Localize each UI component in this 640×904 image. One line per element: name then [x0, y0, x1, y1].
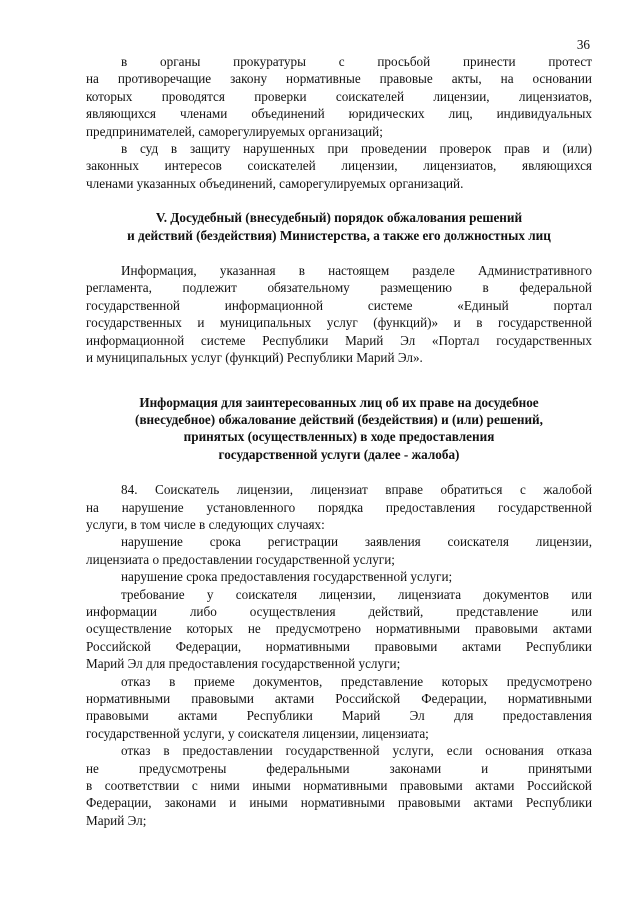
paragraph [86, 533, 592, 568]
paragraph-line: на противоречащие закону нормативные правовые акты, на основании [86, 71, 592, 87]
paragraph [86, 140, 592, 192]
paragraph [86, 481, 592, 533]
paragraph-line: 84. Соискатель лицензии, лицензиат вправе обратиться с жалобой [121, 482, 592, 498]
paragraph-line: информации либо осуществления действий, представление или [86, 603, 592, 619]
paragraph-line: регламента, подлежит обязательному размещению в федеральной [86, 280, 592, 296]
paragraph [86, 53, 592, 140]
paragraph-line: предпринимателей, саморегулируемых организаций; [86, 123, 383, 139]
document-body [86, 53, 592, 829]
paragraph [86, 742, 592, 829]
paragraph-line: членами указанных объединений, саморегулируемых организаций. [86, 175, 464, 191]
paragraph-line: осуществление которых не предусмотрено нормативными правовыми актами [86, 621, 592, 637]
paragraph-line: отказ в приеме документов, представление которых предусмотрено [121, 673, 592, 689]
paragraph [86, 673, 592, 743]
paragraph-line: и муниципальных услуг (функций) Республики Марий Эл». [86, 350, 423, 366]
heading-line: (внесудебное) обжалование действий (бездействия) и (или) решений, [135, 411, 543, 427]
paragraph-line: являющихся членами объединений юридических лиц, индивидуальных [86, 106, 592, 122]
paragraph [86, 262, 592, 366]
paragraph-line: нарушение срока предоставления государственной услуги; [121, 569, 453, 585]
section-heading [86, 394, 592, 464]
paragraph-line: не предусмотрены федеральными законами и принятыми [86, 760, 592, 776]
paragraph-line: в соответствии с ними иными нормативными правовыми актами Российской [86, 778, 592, 794]
paragraph-line: Информация, указанная в настоящем разделе Административного [121, 263, 592, 279]
paragraph [86, 586, 592, 673]
paragraph-line: Российской Федерации, нормативными правовыми актами Республики [86, 638, 592, 654]
paragraph-line: отказ в предоставлении государственной услуги, если основания отказа [121, 743, 592, 759]
paragraph-line: государственной информационной системе «Единый портал [86, 297, 592, 313]
heading-line: принятых (осуществленных) в ходе предоставления [183, 429, 495, 445]
paragraph-line: законных интересов соискателей лицензии, лицензиатов, являющихся [86, 158, 592, 174]
paragraph-line: лицензиата о предоставлении государственной услуги; [86, 551, 395, 567]
paragraph-line: Марий Эл; [86, 812, 147, 828]
heading-line: государственной услуги (далее - жалоба) [218, 446, 460, 462]
heading-line: V. Досудебный (внесудебный) порядок обжалования решений [155, 210, 523, 226]
paragraph-line: информационной системе Республики Марий Эл «Портал государственных [86, 332, 592, 348]
paragraph-line: Марий Эл для предоставления государственной услуги; [86, 656, 401, 672]
heading-line: Информация для заинтересованных лиц об их праве на досудебное [139, 394, 539, 410]
paragraph-line: услуги, в том числе в следующих случаях: [86, 516, 325, 532]
paragraph-line: на нарушение установленного порядка предоставления государственной [86, 499, 592, 515]
paragraph [86, 568, 592, 585]
paragraph-line: которых проводятся проверки соискателей лицензии, лицензиатов, [86, 88, 592, 104]
paragraph-line: в суд в защиту нарушенных при проведении проверок прав и (или) [121, 141, 592, 157]
section-heading [86, 209, 592, 244]
page-number: 36 [576, 37, 590, 52]
paragraph-line: в органы прокуратуры с просьбой принести протест [121, 54, 592, 69]
paragraph-line: Федерации, законами и иными нормативными правовыми актами Республики [86, 795, 592, 811]
paragraph-line: государственной услуги, у соискателя лицензии, лицензиата; [86, 725, 429, 741]
paragraph-line: государственных и муниципальных услуг (функций)» и в государственной [86, 315, 592, 331]
paragraph-line: правовыми актами Республики Марий Эл для предоставления [86, 708, 592, 724]
paragraph-line: нарушение срока регистрации заявления соискателя лицензии, [121, 534, 592, 550]
heading-line: и действий (бездействия) Министерства, а также его должностных лиц [127, 227, 551, 243]
paragraph-line: требование у соискателя лицензии, лицензиата документов или [121, 586, 592, 602]
paragraph-line: нормативными правовыми актами Российской Федерации, нормативными [86, 691, 592, 706]
